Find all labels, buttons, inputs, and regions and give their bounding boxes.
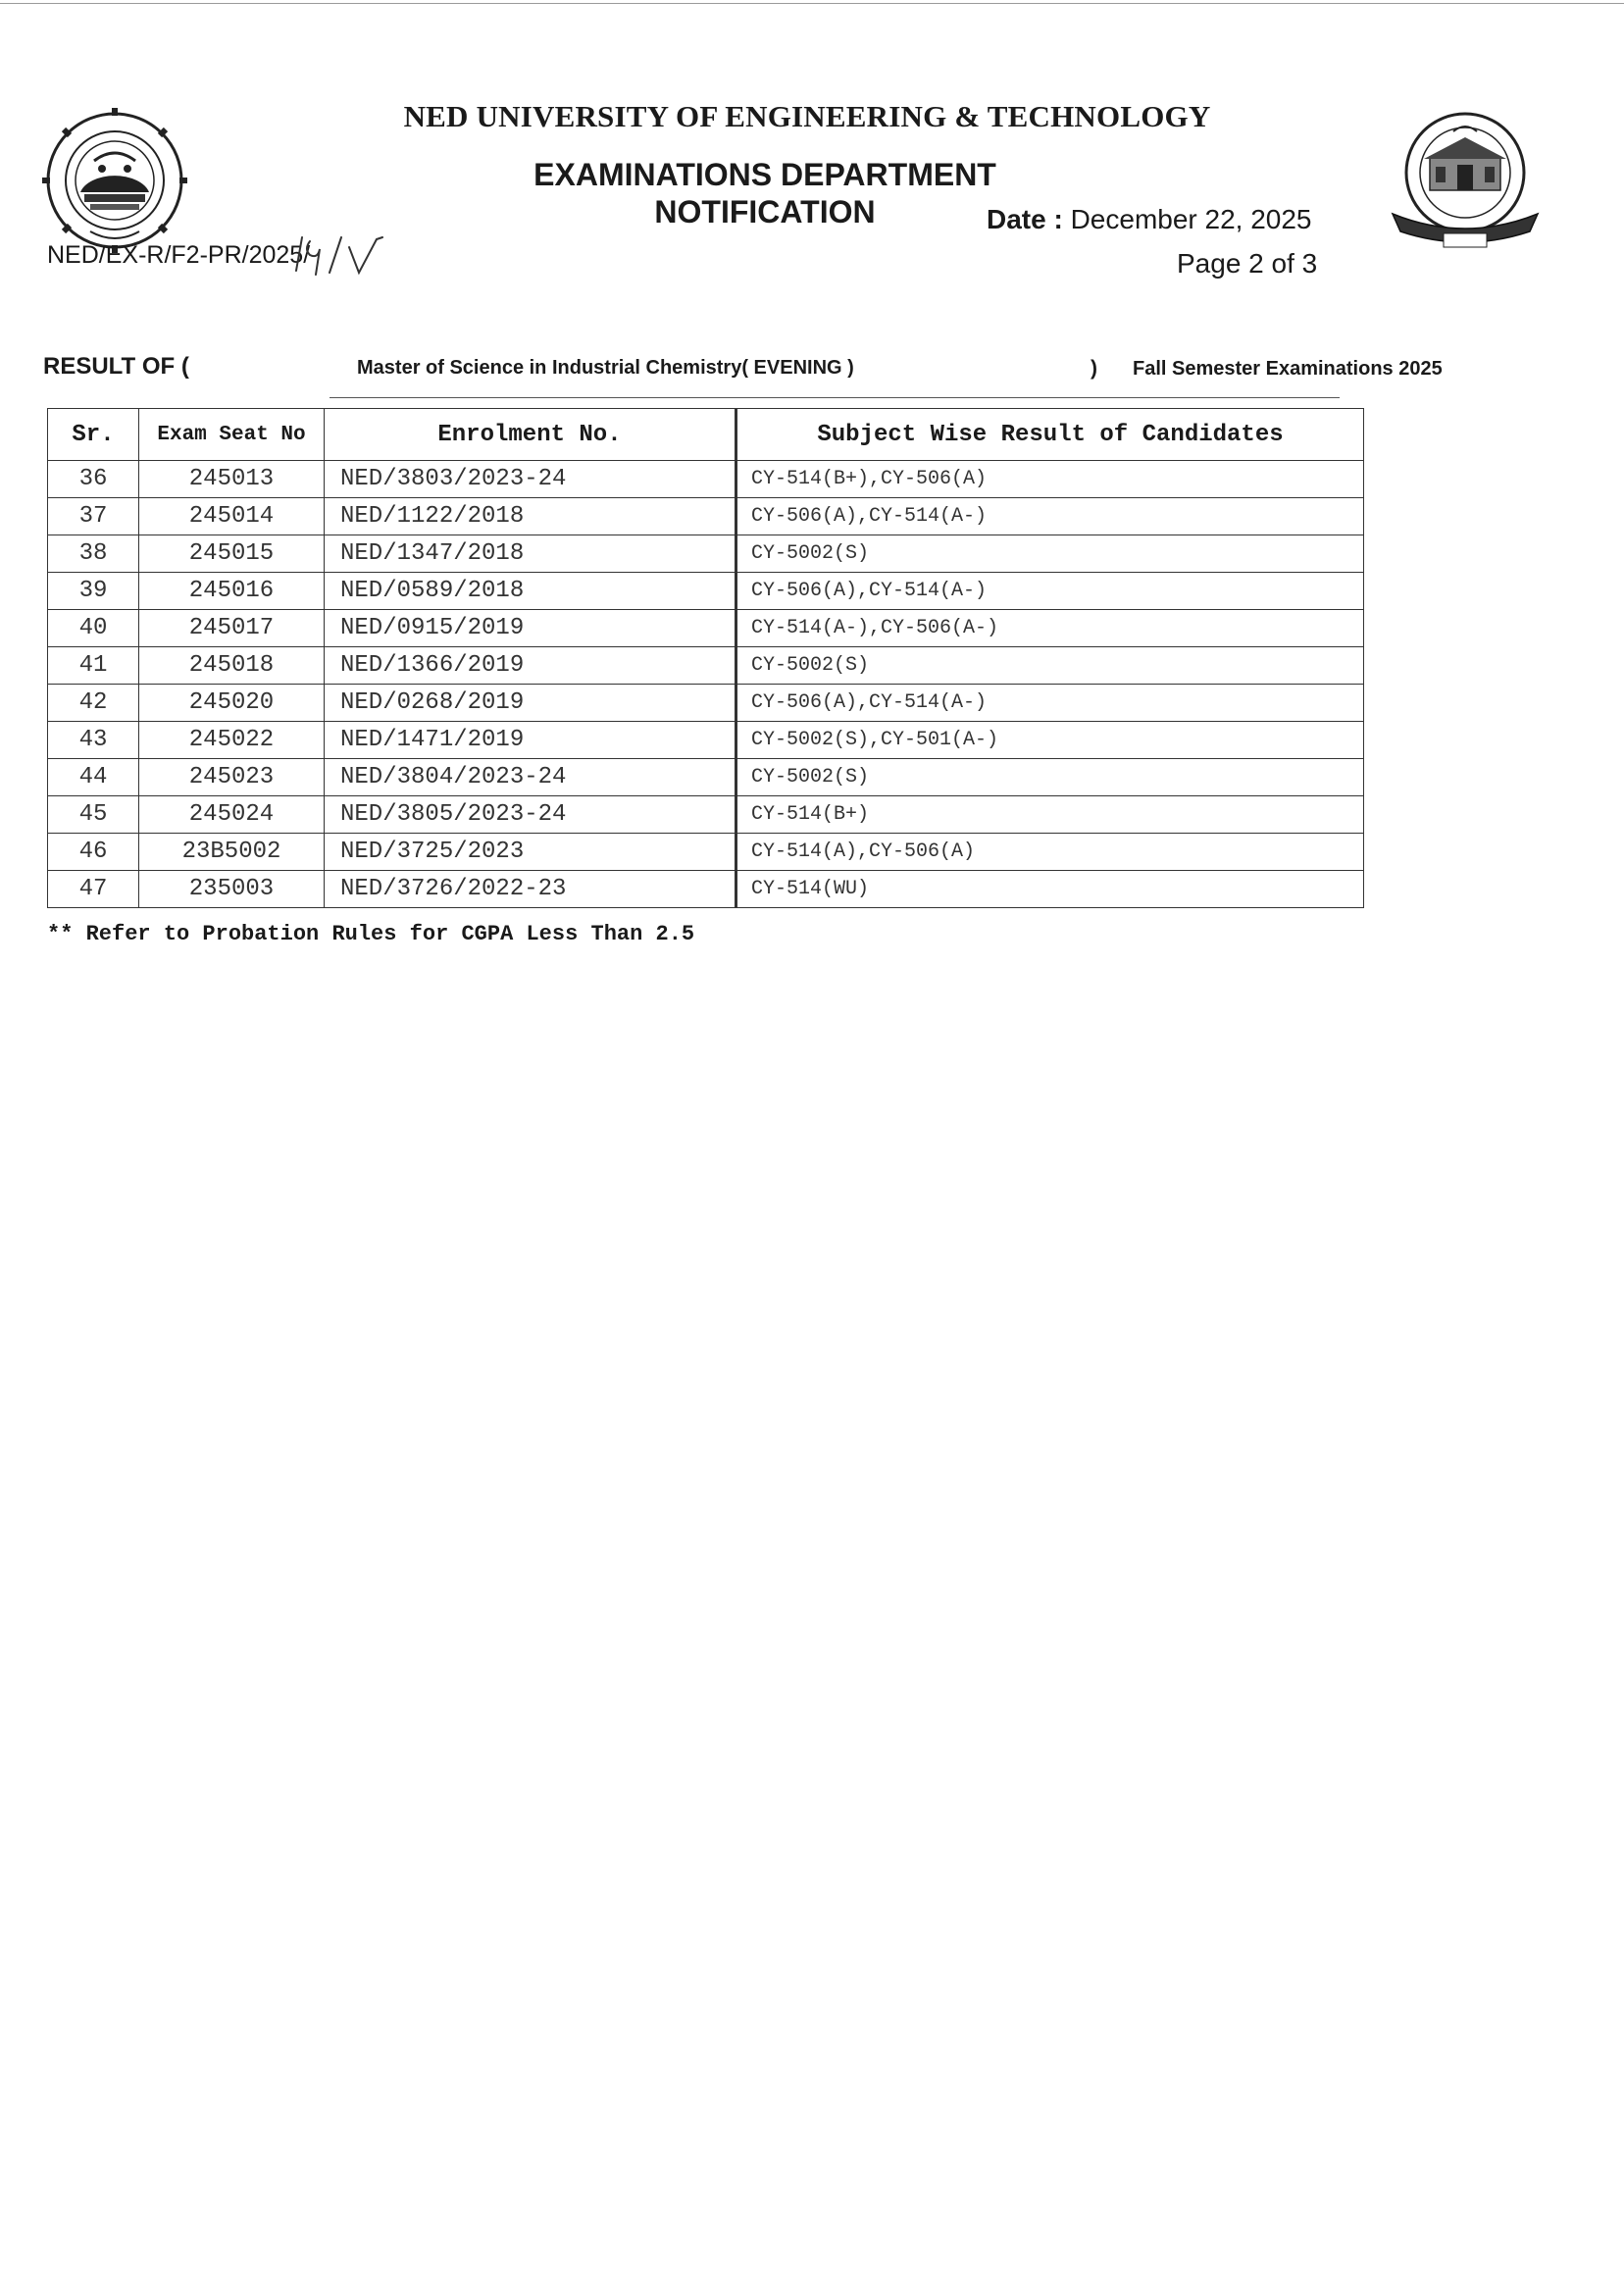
cell-sr: 43 [48,722,139,759]
cell-sr: 46 [48,834,139,871]
cell-enrolment: NED/1122/2018 [325,498,736,535]
cell-seat: 23B5002 [139,834,325,871]
cell-enrolment: NED/3805/2023-24 [325,796,736,834]
top-border-line [0,3,1624,4]
table-row [48,759,1364,796]
handwritten-reference-signature [290,231,406,277]
department-title: EXAMINATIONS DEPARTMENT [533,157,996,192]
cell-result: CY-514(A-),CY-506(A-) [736,610,1364,647]
date-value: December 22, 2025 [1070,204,1312,234]
cell-sr: 37 [48,498,139,535]
results-table [47,408,1364,908]
program-name: Master of Science in Industrial Chemistry( EVENING ) [357,357,854,379]
table-row [48,796,1364,834]
cell-seat: 235003 [139,871,325,908]
table-row [48,834,1364,871]
table-row [48,610,1364,647]
table-row [48,461,1364,498]
cell-enrolment: NED/3803/2023-24 [325,461,736,498]
cell-result: CY-5002(S) [736,759,1364,796]
cell-result: CY-506(A),CY-514(A-) [736,498,1364,535]
exam-name: Fall Semester Examinations 2025 [1133,358,1443,380]
cell-enrolment: NED/1471/2019 [325,722,736,759]
cell-seat: 245017 [139,610,325,647]
probation-footnote: ** Refer to Probation Rules for CGPA Less Than 2.5 [47,922,695,946]
result-heading-row [0,353,1624,392]
date-label: Date : [987,204,1063,234]
cell-result: CY-506(A),CY-514(A-) [736,573,1364,610]
university-title: NED UNIVERSITY OF ENGINEERING & TECHNOLOGY [403,99,1211,133]
cell-seat: 245023 [139,759,325,796]
cell-sr: 41 [48,647,139,685]
cell-seat: 245014 [139,498,325,535]
table-row [48,535,1364,573]
cell-sr: 39 [48,573,139,610]
header-exam-seat: Exam Seat No [139,409,325,461]
results-table-body [48,461,1364,908]
table-row [48,871,1364,908]
header-sr: Sr. [48,409,139,461]
cell-result: CY-5002(S),CY-501(A-) [736,722,1364,759]
table-row [48,685,1364,722]
cell-result: CY-514(WU) [736,871,1364,908]
cell-result: CY-514(B+) [736,796,1364,834]
cell-result: CY-5002(S) [736,535,1364,573]
cell-result: CY-5002(S) [736,647,1364,685]
results-table-header [48,409,1364,461]
date-line [987,204,1312,235]
table-row [48,647,1364,685]
cell-seat: 245018 [139,647,325,685]
result-heading-rule [330,397,1340,398]
cell-seat: 245013 [139,461,325,498]
cell-enrolment: NED/1366/2019 [325,647,736,685]
cell-enrolment: NED/1347/2018 [325,535,736,573]
cell-seat: 245024 [139,796,325,834]
cell-sr: 47 [48,871,139,908]
cell-result: CY-514(A),CY-506(A) [736,834,1364,871]
cell-enrolment: NED/3726/2022-23 [325,871,736,908]
page-number: Page 2 of 3 [1177,248,1318,279]
cell-sr: 45 [48,796,139,834]
cell-seat: 245022 [139,722,325,759]
cell-sr: 42 [48,685,139,722]
reference-number: NED/EX-R/F2-PR/2025/ [47,241,311,269]
table-row [48,722,1364,759]
header-subject-result: Subject Wise Result of Candidates [736,409,1364,461]
cell-sr: 44 [48,759,139,796]
centenary-seal-logo [1389,108,1542,259]
cell-enrolment: NED/0915/2019 [325,610,736,647]
cell-seat: 245020 [139,685,325,722]
cell-enrolment: NED/0268/2019 [325,685,736,722]
result-close-paren: ) [1091,357,1097,380]
header-enrolment: Enrolment No. [325,409,736,461]
table-row [48,573,1364,610]
table-row [48,498,1364,535]
cell-sr: 36 [48,461,139,498]
cell-sr: 38 [48,535,139,573]
cell-enrolment: NED/3725/2023 [325,834,736,871]
result-of-label: RESULT OF ( [43,353,189,380]
cell-result: CY-506(A),CY-514(A-) [736,685,1364,722]
cell-enrolment: NED/3804/2023-24 [325,759,736,796]
cell-seat: 245016 [139,573,325,610]
cell-enrolment: NED/0589/2018 [325,573,736,610]
notification-title: NOTIFICATION [654,194,876,229]
cell-seat: 245015 [139,535,325,573]
cell-result: CY-514(B+),CY-506(A) [736,461,1364,498]
header-row [48,409,1364,461]
cell-sr: 40 [48,610,139,647]
